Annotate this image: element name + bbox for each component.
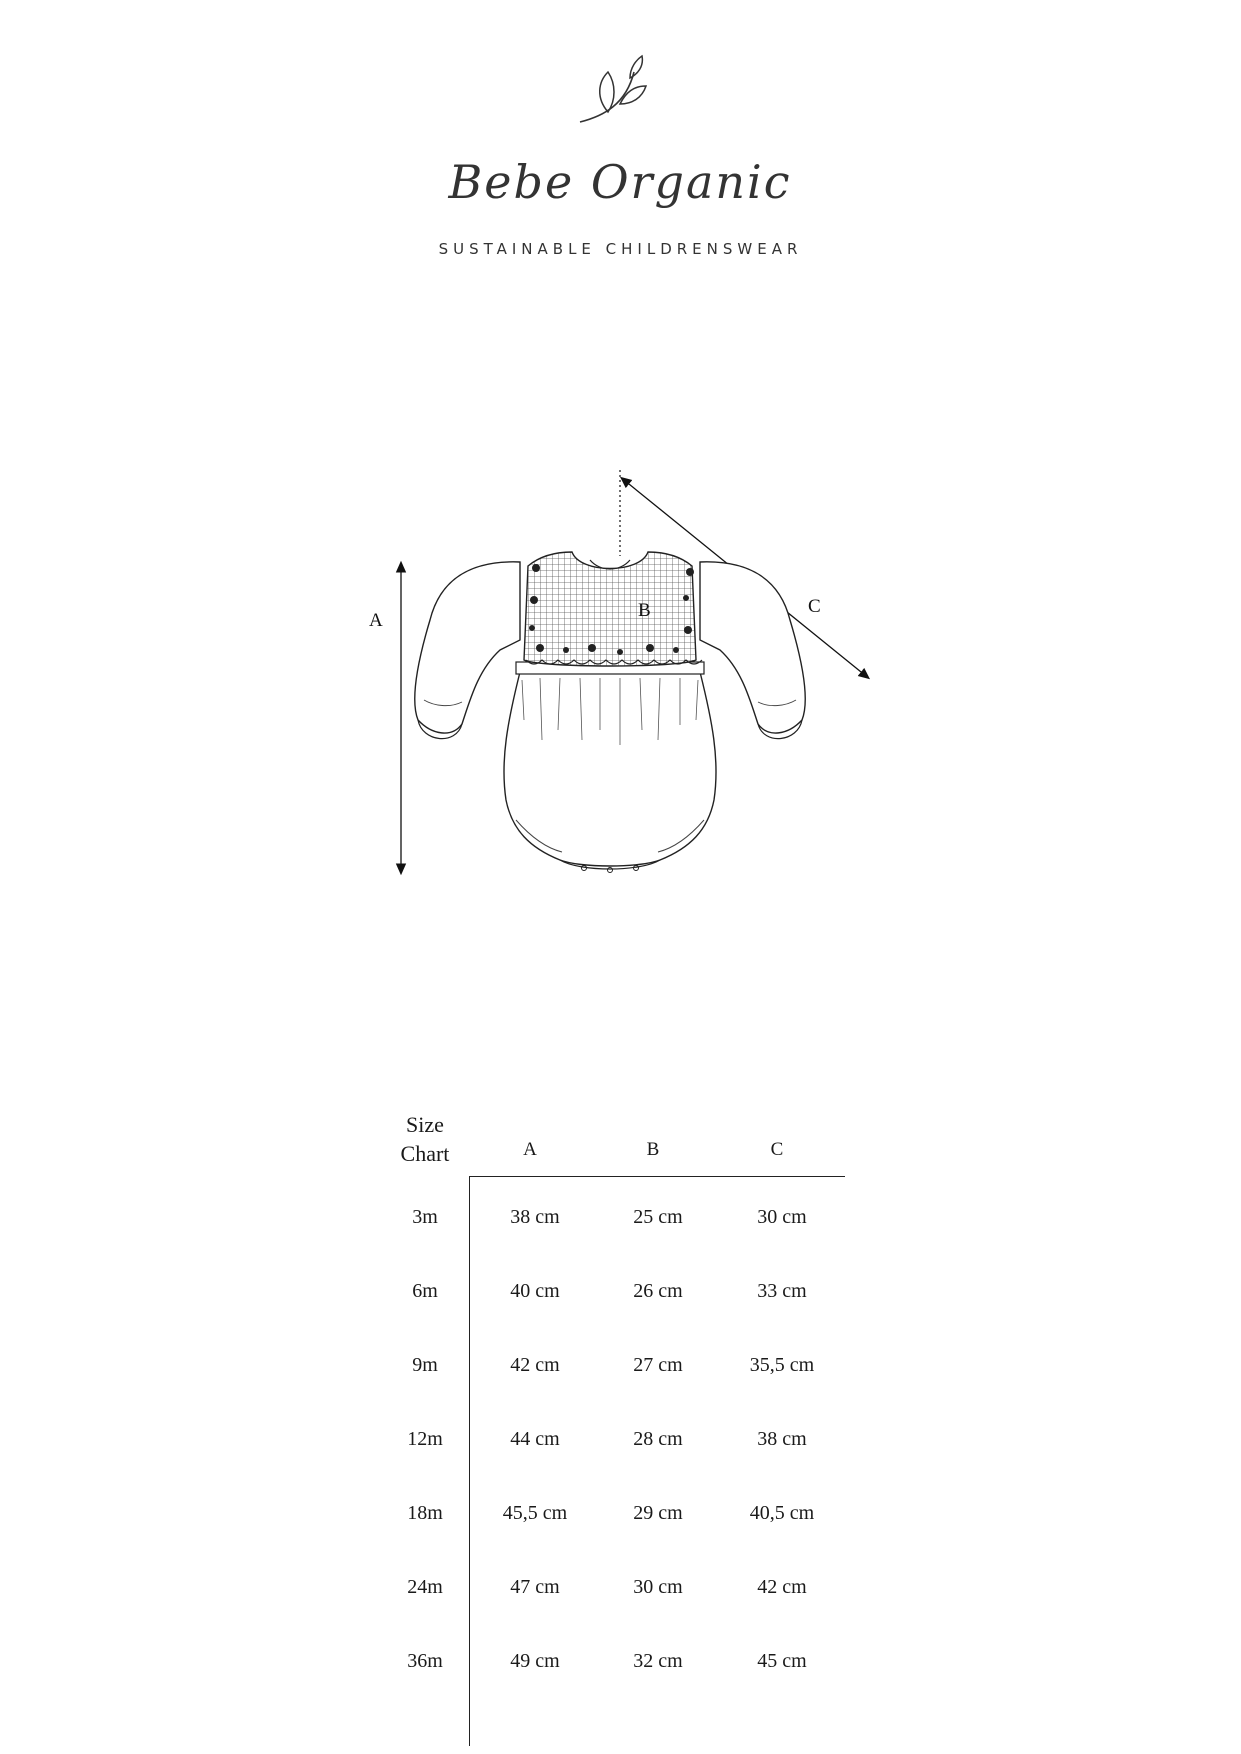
value-cell-b: 25 cm xyxy=(633,1206,683,1228)
value-cell-c: 38 cm xyxy=(757,1428,807,1450)
size-cell: 24m xyxy=(407,1576,443,1598)
value-cell-c: 33 cm xyxy=(757,1280,807,1302)
size-cell: 36m xyxy=(407,1650,443,1672)
value-cell-c: 45 cm xyxy=(757,1650,807,1672)
size-cell: 9m xyxy=(412,1354,438,1376)
table-row xyxy=(380,1650,860,1690)
size-cell: 6m xyxy=(412,1280,438,1302)
value-cell-c: 42 cm xyxy=(757,1576,807,1598)
size-cell: 3m xyxy=(412,1206,438,1228)
romper-diagram xyxy=(360,460,900,920)
dimension-b-label: B xyxy=(638,600,651,621)
value-cell-b: 27 cm xyxy=(633,1354,683,1376)
value-cell-b: 28 cm xyxy=(633,1428,683,1450)
value-cell-a: 38 cm xyxy=(510,1206,560,1228)
value-cell-a: 45,5 cm xyxy=(502,1502,568,1524)
value-cell-b: 26 cm xyxy=(633,1280,683,1302)
value-cell-b: 29 cm xyxy=(633,1502,683,1524)
table-row xyxy=(380,1280,860,1320)
value-cell-c: 35,5 cm xyxy=(749,1354,815,1376)
romper-body xyxy=(504,672,716,866)
value-cell-a: 42 cm xyxy=(510,1354,560,1376)
size-cell: 12m xyxy=(407,1428,443,1450)
value-cell-a: 44 cm xyxy=(510,1428,560,1450)
size-cell: 18m xyxy=(407,1502,443,1524)
left-sleeve xyxy=(415,562,520,733)
value-cell-a: 40 cm xyxy=(510,1280,560,1302)
logo-leaf-icon xyxy=(574,52,654,130)
value-cell-c: 30 cm xyxy=(757,1206,807,1228)
dimension-a-label: A xyxy=(369,610,383,631)
value-cell-c: 40,5 cm xyxy=(749,1502,815,1524)
value-cell-a: 47 cm xyxy=(510,1576,560,1598)
header-divider xyxy=(469,1176,845,1177)
value-cell-a: 49 cm xyxy=(510,1650,560,1672)
right-sleeve xyxy=(700,562,805,733)
table-row xyxy=(380,1354,860,1394)
column-header-b: B xyxy=(646,1139,660,1160)
value-cell-b: 32 cm xyxy=(633,1650,683,1672)
dimension-c-label: C xyxy=(808,596,821,617)
table-row xyxy=(380,1428,860,1468)
size-chart-table xyxy=(380,1110,860,1750)
brand-tagline: SUSTAINABLE CHILDRENSWEAR xyxy=(438,240,803,258)
size-chart-heading: Size Chart xyxy=(400,1112,450,1166)
table-row xyxy=(380,1206,860,1246)
table-row xyxy=(380,1576,860,1616)
value-cell-b: 30 cm xyxy=(633,1576,683,1598)
svg-text:Bebe Organic: Bebe Organic xyxy=(448,155,792,209)
table-row xyxy=(380,1502,860,1542)
logo-wordmark xyxy=(420,150,820,220)
column-header-a: A xyxy=(523,1139,537,1160)
column-header-c: C xyxy=(770,1139,784,1160)
